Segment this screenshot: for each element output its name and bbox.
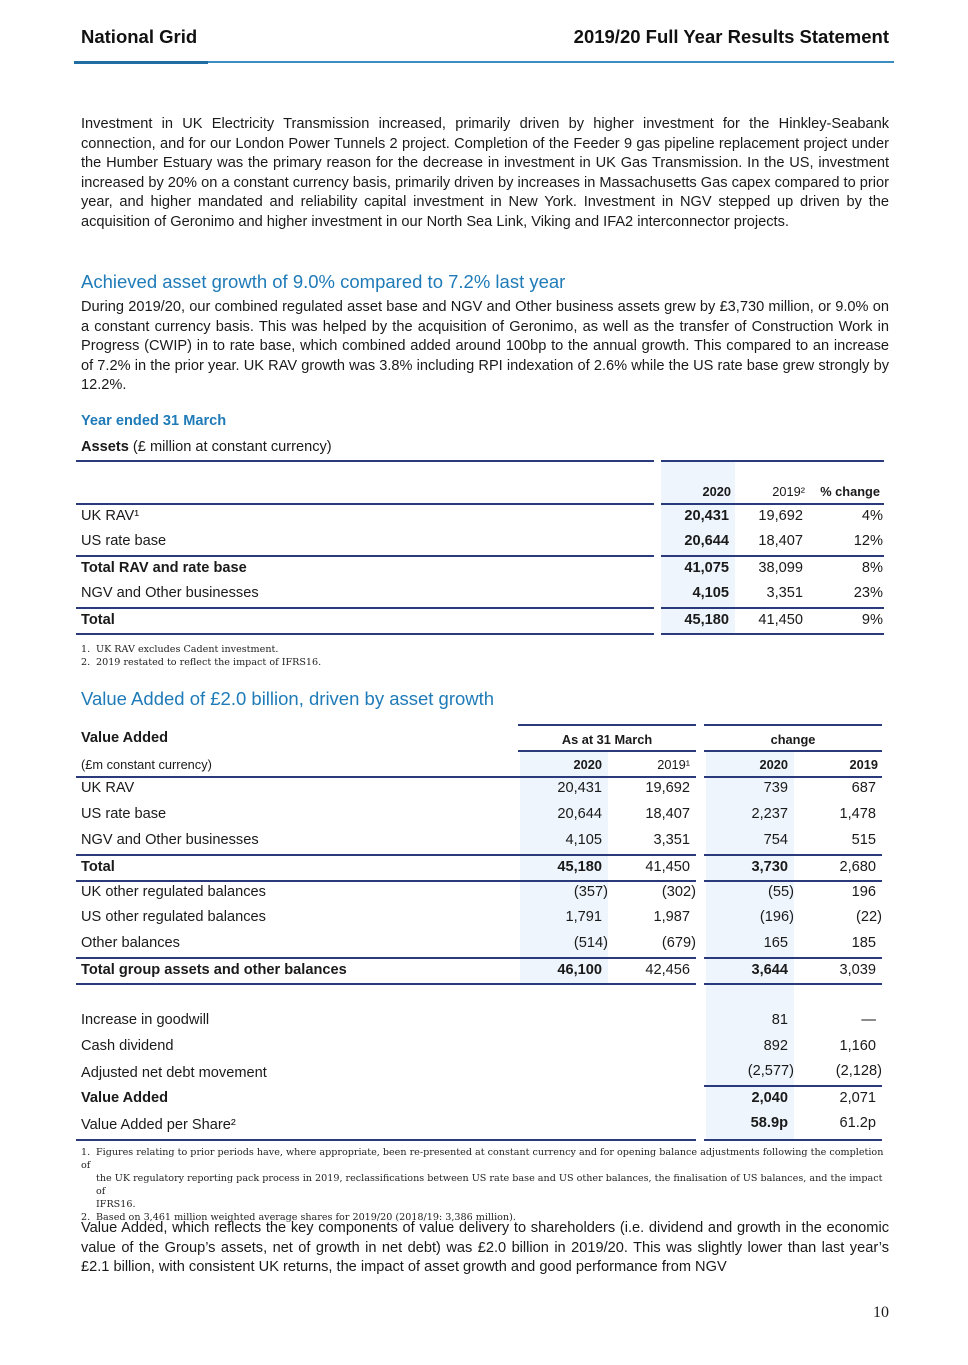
table-row-label: US rate base xyxy=(81,533,167,549)
table-cell: (2,577) xyxy=(747,1063,794,1079)
table-row-label: Value Added per Share² xyxy=(81,1117,236,1133)
table-row-label: Total xyxy=(81,612,115,628)
table-cell: 3,351 xyxy=(766,585,803,601)
table-cell: 46,100 xyxy=(557,962,602,978)
table-cell: 20,431 xyxy=(684,508,729,524)
year-ended-label: Year ended 31 March xyxy=(81,413,227,429)
footnote-2: 2019 restated to reflect the impact of IFRS16. xyxy=(96,657,322,668)
assets-title-bold: Assets xyxy=(81,439,129,455)
table-cell: 515 xyxy=(851,832,876,848)
table-row-label: NGV and Other businesses xyxy=(81,832,259,848)
table-rule xyxy=(704,1139,882,1141)
table-cell: 754 xyxy=(763,832,788,848)
table-cell: — xyxy=(861,1012,876,1028)
table-cell: 3,730 xyxy=(751,859,788,875)
value-added-heading: Value Added of £2.0 billion, driven by asset growth xyxy=(81,688,495,709)
table-rule xyxy=(76,633,654,635)
table-rule xyxy=(704,957,882,959)
table-cell: 19,692 xyxy=(645,780,690,796)
table-rule xyxy=(661,607,884,609)
table-cell: 41,075 xyxy=(684,560,729,576)
asset-growth-heading: Achieved asset growth of 9.0% compared to 7.2% last year xyxy=(81,271,566,292)
table-cell: 41,450 xyxy=(758,612,803,628)
table-row-label: UK other regulated balances xyxy=(81,884,266,900)
asset-growth-paragraph: During 2019/20, our combined regulated asset base and NGV and Other business assets grew by £3,730 million, or 9.0% on a constant currency basis. This was helped by the acquisition of Geronimo, as well as the transfer of Construction Work in Progress (CWIP) in to rate base, which combined added around 100bp to the annual growth. This compared to an increase of 7.2% in the prior year. UK RAV growth was 3.8% including RPI indexation of 2.6% while the US rate base grew strongly by 12.2%. xyxy=(81,299,889,393)
col-as-at-2020: 2020 xyxy=(573,757,602,772)
table-cell: 4,105 xyxy=(692,585,729,601)
table-rule xyxy=(76,880,696,882)
table-cell: 23% xyxy=(853,585,883,601)
assets-title-rest: (£ million at constant currency) xyxy=(128,439,332,455)
table-cell: (55) xyxy=(768,884,794,900)
table-rule xyxy=(661,503,884,505)
table-rule xyxy=(661,633,884,635)
table-cell: 2,071 xyxy=(839,1090,876,1106)
table-rule xyxy=(76,607,654,609)
table-row-label: US rate base xyxy=(81,806,167,822)
table-rule xyxy=(661,460,884,462)
table-rule xyxy=(76,983,696,985)
col-as-at-2019: 2019¹ xyxy=(657,757,690,772)
table-rule xyxy=(518,750,696,752)
table-row-label: US other regulated balances xyxy=(81,909,266,925)
table-cell: 20,644 xyxy=(684,533,729,549)
table-cell: 20,431 xyxy=(557,780,602,796)
table-rule xyxy=(704,724,882,726)
table-rule xyxy=(76,776,696,778)
table-cell: 12% xyxy=(853,533,883,549)
table-cell: (357) xyxy=(573,884,608,900)
table-cell: 45,180 xyxy=(684,612,729,628)
table-rule xyxy=(704,776,882,778)
table-row-label: Value Added xyxy=(81,1090,169,1106)
table-row-label: NGV and Other businesses xyxy=(81,585,259,601)
table-cell: 165 xyxy=(763,935,788,951)
table-cell: 1,478 xyxy=(839,806,876,822)
table-cell: 8% xyxy=(861,560,883,576)
table-cell: 185 xyxy=(851,935,876,951)
table-cell: 1,791 xyxy=(565,909,602,925)
group-header-change: change xyxy=(770,732,816,747)
table-cell: 892 xyxy=(763,1038,788,1054)
table-cell: 739 xyxy=(763,780,788,796)
table-cell: 1,160 xyxy=(839,1038,876,1054)
table-cell: 18,407 xyxy=(645,806,690,822)
assets-col-2019: 2019² xyxy=(772,484,805,499)
assets-col-change: % change xyxy=(820,484,880,499)
footnote-1: UK RAV excludes Cadent investment. xyxy=(96,644,279,655)
table-rule xyxy=(704,880,882,882)
table-cell: (2,128) xyxy=(835,1063,882,1079)
table-cell: (22) xyxy=(856,909,882,925)
assets-table-title xyxy=(81,439,332,455)
table-row-label: Other balances xyxy=(81,935,180,951)
table-rule xyxy=(704,1085,882,1087)
footnote-1-line-1: Figures relating to prior periods have, where appropriate, been re-presented at constant currency and for opening balance adjustments following the completion of xyxy=(81,1147,884,1171)
table-cell: 9% xyxy=(861,612,883,628)
table-rule xyxy=(518,724,696,726)
col-change-2019: 2019 xyxy=(849,757,878,772)
table-cell: 45,180 xyxy=(557,859,602,875)
table-row-label: Increase in goodwill xyxy=(81,1012,210,1028)
table-row-label: Adjusted net debt movement xyxy=(81,1065,267,1081)
table-cell: 3,039 xyxy=(839,962,876,978)
table-rule xyxy=(76,460,654,462)
table-row-label: Total xyxy=(81,859,115,875)
table-rule xyxy=(76,957,696,959)
table-rule xyxy=(661,555,884,557)
table-cell: 3,644 xyxy=(751,962,788,978)
header-divider-accent xyxy=(74,61,208,64)
table-rule xyxy=(76,854,696,856)
value-added-paragraph: Value Added, which reflects the key components of value delivery to shareholders (i.e. dividend and growth in the economic value of the Group’s assets, net of growth in net debt) was £2.0 billion in 2019/20. This was slightly lower than last year’s £2.1 billion, with consistent UK returns, the impact of asset growth and good performance from NGV xyxy=(81,1220,889,1275)
value-added-footnotes: 1. Figures relating to prior periods have, where appropriate, been re-presented at constant currency and for opening balance adjustments following the completion of the UK regulatory reporting pack process in 2019, reclassifications between US rate base and US other balances, the finalisation of US balances, and the impact of IFRS16. 2. Based on 3,461 million weighted average shares for 2019/20 (2018/19: 3,386 million). xyxy=(81,1146,891,1224)
table-cell: 2,680 xyxy=(839,859,876,875)
table-cell: 18,407 xyxy=(758,533,803,549)
table-rule xyxy=(704,983,882,985)
table-row-label: Total group assets and other balances xyxy=(81,962,347,978)
table-rule xyxy=(76,1139,696,1141)
table-cell: 41,450 xyxy=(645,859,690,875)
table-cell: 38,099 xyxy=(758,560,803,576)
table-cell: 58.9p xyxy=(750,1115,788,1131)
col-change-2020: 2020 xyxy=(759,757,788,772)
value-table-subtitle: (£m constant currency) xyxy=(81,757,212,772)
intro-paragraph: Investment in UK Electricity Transmission increased, primarily driven by higher investment for the Hinkley-Seabank connection, and for our London Power Tunnels 2 project. Completion of the Feeder 9 gas pipeline replacement project under the Humber Estuary was the primary reason for the decrease in investment in UK Gas Transmission. In the US, investment increased by 20% on a constant currency basis, primarily driven by increases in Massachusetts Gas capex compared to prior year, and higher mandated and reliability capital investment in New York. Investment in NGV stepped up driven by the acquisition of Geronimo and higher investment in our North Sea Link, Viking and IFA2 interconnector projects. xyxy=(81,116,889,230)
page-number: 10 xyxy=(873,1304,889,1321)
table-cell: 4% xyxy=(861,508,883,524)
table-cell: 4,105 xyxy=(565,832,602,848)
table-row-label: Cash dividend xyxy=(81,1038,174,1054)
table-cell: (679) xyxy=(661,935,696,951)
table-cell: 61.2p xyxy=(839,1115,876,1131)
table-cell: (196) xyxy=(759,909,794,925)
table-cell: (514) xyxy=(573,935,608,951)
group-header-as-at: As at 31 March xyxy=(561,732,653,747)
table-cell: 2,040 xyxy=(751,1090,788,1106)
table-cell: 3,351 xyxy=(653,832,690,848)
footnote-2: Based on 3,461 million weighted average shares for 2019/20 (2018/19: 3,386 million). xyxy=(96,1212,516,1223)
table-rule xyxy=(704,750,882,752)
value-table-title: Value Added xyxy=(81,730,169,746)
assets-col-2020: 2020 xyxy=(702,484,731,499)
table-cell: 81 xyxy=(771,1012,788,1028)
table-cell: 196 xyxy=(851,884,876,900)
assets-footnotes: 1. UK RAV excludes Cadent investment. 2. 2019 restated to reflect the impact of IFRS16. xyxy=(81,644,322,668)
table-cell: 2,237 xyxy=(751,806,788,822)
table-rule xyxy=(704,854,882,856)
table-cell: 19,692 xyxy=(758,508,803,524)
footnote-1-line-2: the UK regulatory reporting pack process in 2019, reclassifications between US rate base and US other balances, the finalisation of US balances, and the impact of xyxy=(96,1173,883,1197)
table-rule xyxy=(76,555,654,557)
document-company-name: National Grid xyxy=(81,26,198,47)
table-cell: 20,644 xyxy=(557,806,602,822)
table-row-label: UK RAV xyxy=(81,780,135,796)
footnote-1-line-3: IFRS16. xyxy=(96,1199,136,1210)
table-cell: 42,456 xyxy=(645,962,690,978)
table-cell: 1,987 xyxy=(653,909,690,925)
table-cell: (302) xyxy=(661,884,696,900)
document-title: 2019/20 Full Year Results Statement xyxy=(573,26,889,47)
table-row-label: Total RAV and rate base xyxy=(81,560,247,576)
table-cell: 687 xyxy=(851,780,876,796)
table-rule xyxy=(76,503,654,505)
table-row-label: UK RAV¹ xyxy=(81,508,140,524)
